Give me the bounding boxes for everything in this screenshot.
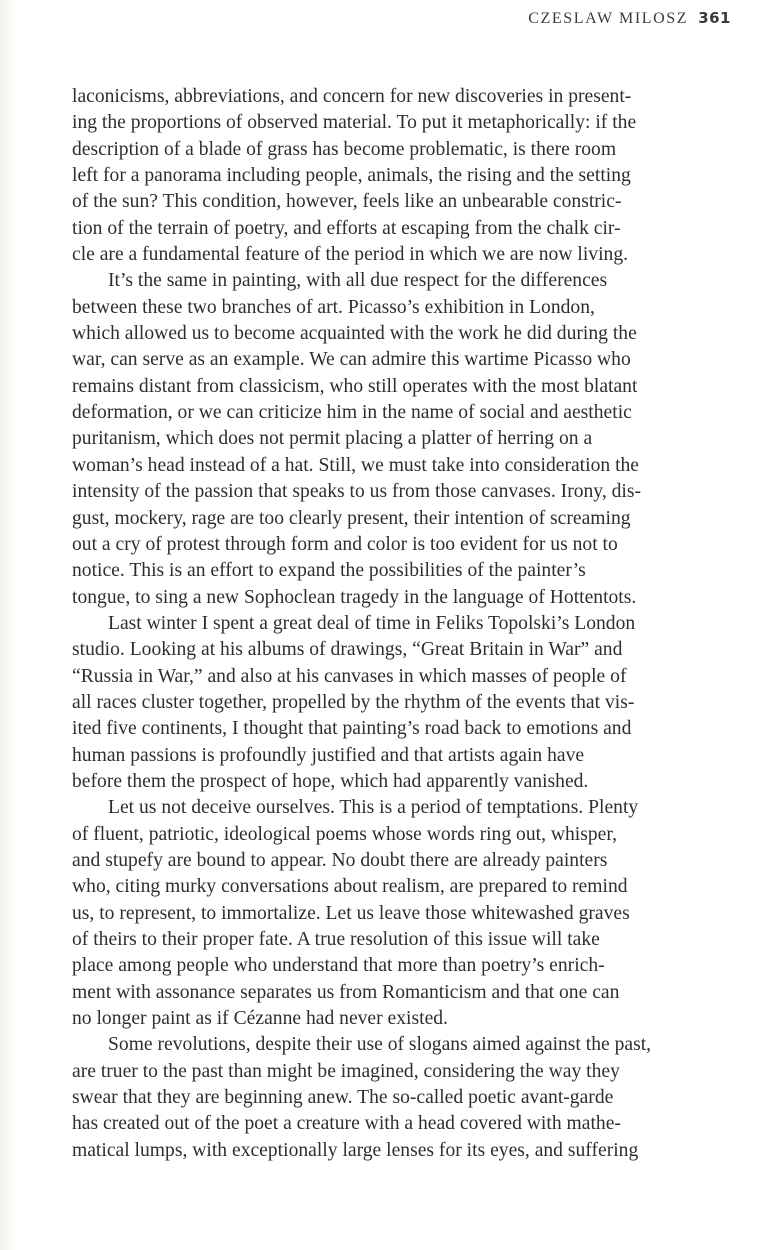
paragraph [72, 1032, 731, 1164]
running-head [528, 8, 731, 29]
text-line: ing the proportions of observed material. To put it metaphorically: if the [72, 112, 637, 134]
text-line: woman’s head instead of a hat. Still, we must take into consideration the [72, 454, 640, 476]
text-line: It’s the same in painting, with all due respect for the differences [108, 270, 608, 292]
text-line: swear that they are beginning anew. The so-called poetic avant-garde [72, 1087, 614, 1109]
text-line: cle are a fundamental feature of the period in which we are now living. [72, 244, 629, 266]
text-line: deformation, or we can criticize him in the name of social and aesthetic [72, 402, 632, 424]
paragraph [72, 268, 731, 610]
text-line: are truer to the past than might be imagined, considering the way they [72, 1060, 620, 1082]
text-line: of fluent, patriotic, ideological poems whose words ring out, whisper, [72, 823, 618, 845]
text-line: all races cluster together, propelled by the rhythm of the events that vis- [72, 691, 635, 713]
text-line: which allowed us to become acquainted with the work he did during the [72, 323, 637, 345]
paragraph [72, 611, 731, 795]
text-line: description of a blade of grass has become problematic, is there room [72, 138, 617, 160]
text-line: no longer paint as if Cézanne had never existed. [72, 1008, 448, 1030]
text-line: of the sun? This condition, however, feels like an unbearable constric- [72, 191, 622, 213]
text-line: who, citing murky conversations about realism, are prepared to remind [72, 876, 628, 898]
text-line: Let us not deceive ourselves. This is a period of temptations. Plenty [108, 797, 639, 819]
text-line: between these two branches of art. Picasso’s exhibition in London, [72, 296, 595, 318]
text-line: studio. Looking at his albums of drawings, “Great Britain in War” and [72, 639, 623, 661]
text-line: war, can serve as an example. We can admire this wartime Picasso who [72, 349, 631, 371]
text-line: Some revolutions, despite their use of slogans aimed against the past, [108, 1034, 652, 1056]
text-line: of theirs to their proper fate. A true resolution of this issue will take [72, 929, 600, 950]
text-line: notice. This is an effort to expand the possibilities of the painter’s [72, 560, 586, 582]
text-line: tion of the terrain of poetry, and efforts at escaping from the chalk cir- [72, 217, 621, 239]
text-line: tongue, to sing a new Sophoclean tragedy in the language of Hottentots. [72, 586, 637, 608]
text-line: matical lumps, with exceptionally large lenses for its eyes, and suffering [72, 1139, 639, 1161]
text-line: out a cry of protest through form and color is too evident for us not to [72, 533, 618, 555]
text-line: before them the prospect of hope, which had apparently vanished. [72, 770, 589, 792]
text-line: ment with assonance separates us from Romanticism and that one can [72, 981, 620, 1003]
paragraph [72, 795, 731, 1032]
page-gutter-shadow [0, 0, 16, 1250]
text-line: intensity of the passion that speaks to us from those canvases. Irony, dis- [72, 481, 642, 503]
text-line: laconicisms, abbreviations, and concern for new discoveries in present- [72, 86, 632, 107]
page-number: 361 [698, 9, 731, 27]
text-line: has created out of the poet a creature with a head covered with mathe- [72, 1113, 621, 1135]
text-line: us, to represent, to immortalize. Let us leave those whitewashed graves [72, 902, 630, 924]
text-line: human passions is profoundly justified and that artists again have [72, 744, 585, 766]
text-line: “Russia in War,” and also at his canvases in which masses of people of [72, 665, 627, 687]
text-line: remains distant from classicism, who still operates with the most blatant [72, 375, 638, 397]
running-head-author: CZESLAW MILOSZ [528, 10, 689, 27]
text-line: ited five continents, I thought that painting’s road back to emotions and [72, 718, 632, 740]
text-line: gust, mockery, rage are too clearly present, their intention of screaming [72, 507, 631, 529]
text-line: left for a panorama including people, animals, the rising and the setting [72, 165, 631, 187]
text-line: Last winter I spent a great deal of time in Feliks Topolski’s London [108, 612, 636, 634]
text-line: place among people who understand that more than poetry’s enrich- [72, 955, 605, 977]
text-line: and stupefy are bound to appear. No doubt there are already painters [72, 849, 608, 871]
text-line: puritanism, which does not permit placing a platter of herring on a [72, 428, 593, 450]
body-text [72, 84, 731, 1164]
paragraph [72, 84, 731, 268]
